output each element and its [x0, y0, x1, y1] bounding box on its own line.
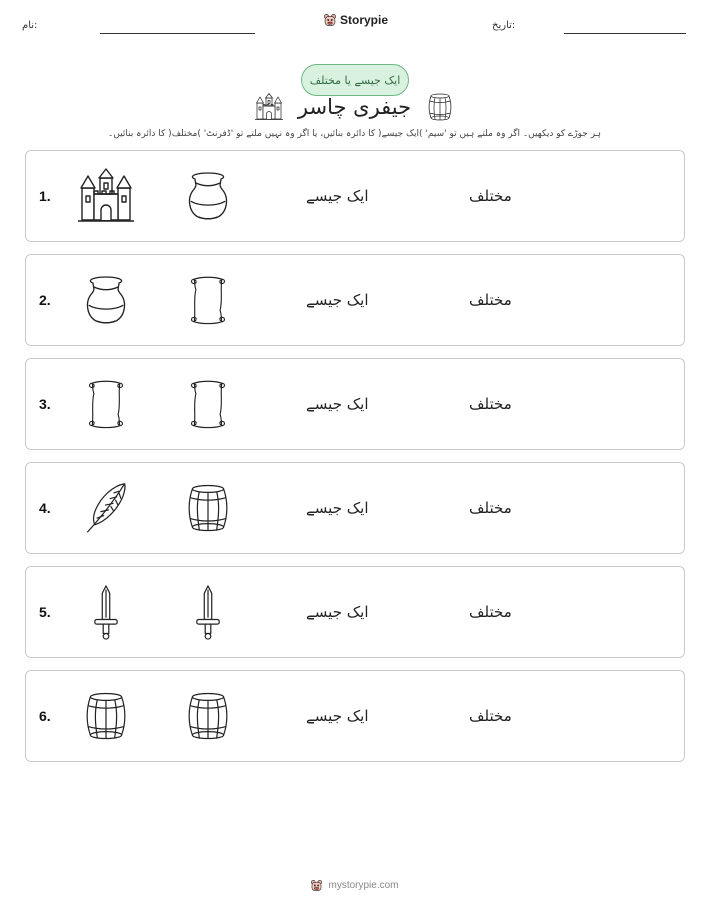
castle-icon	[76, 166, 136, 226]
row-number: 5.	[39, 604, 51, 620]
barrel-icon	[80, 688, 132, 744]
exercise-row-3	[25, 358, 685, 450]
title-row	[0, 88, 709, 126]
brand-name: Storypie	[340, 13, 389, 27]
topic-badge-text: ایک جیسے یا مختلف	[309, 73, 401, 87]
same-option[interactable]: ایک جیسے	[306, 603, 369, 621]
same-option[interactable]: ایک جیسے	[306, 707, 369, 725]
pot-icon	[80, 274, 132, 326]
footer	[0, 879, 709, 892]
row-number: 3.	[39, 396, 51, 412]
name-label: نام:	[22, 20, 38, 31]
storypie-logo-icon	[323, 13, 337, 27]
date-line[interactable]	[564, 33, 686, 34]
exercise-row-2	[25, 254, 685, 346]
different-option[interactable]: مختلف	[469, 187, 512, 205]
different-option[interactable]: مختلف	[469, 499, 512, 517]
barrel-icon	[182, 688, 234, 744]
exercise-row-1	[25, 150, 685, 242]
pot-icon	[182, 170, 234, 222]
name-line[interactable]	[100, 33, 255, 34]
instructions: ہر جوڑے کو دیکھیں۔ اگر وہ ملتے ہیں تو 'سیم' )ایک جیسے( کا دائرہ بنائیں، یا اگر وہ نہیں ملتے تو 'ڈفرنٹ' )مختلف( کا دائرہ بنائیں۔	[108, 129, 601, 139]
different-option[interactable]: مختلف	[469, 395, 512, 413]
castle-icon	[254, 92, 284, 122]
row-number: 2.	[39, 292, 51, 308]
scroll-icon	[182, 272, 234, 328]
row-number: 1.	[39, 188, 51, 204]
feather-icon	[78, 478, 134, 538]
brand-logo	[323, 13, 388, 27]
barrel-icon	[182, 480, 234, 536]
date-label: تاریخ:	[492, 20, 516, 31]
scroll-icon	[80, 376, 132, 432]
same-option[interactable]: ایک جیسے	[306, 499, 369, 517]
row-number: 4.	[39, 500, 51, 516]
different-option[interactable]: مختلف	[469, 291, 512, 309]
exercise-row-6	[25, 670, 685, 762]
different-option[interactable]: مختلف	[469, 707, 512, 725]
storypie-logo-icon	[310, 879, 323, 892]
page-title: جیفری چاسر	[297, 95, 412, 119]
scroll-icon	[182, 376, 234, 432]
sword-icon	[78, 583, 134, 641]
exercise-row-5	[25, 566, 685, 658]
different-option[interactable]: مختلف	[469, 603, 512, 621]
exercise-row-4	[25, 462, 685, 554]
same-option[interactable]: ایک جیسے	[306, 291, 369, 309]
footer-url[interactable]: mystorypie.com	[328, 880, 399, 891]
same-option[interactable]: ایک جیسے	[306, 187, 369, 205]
row-number: 6.	[39, 708, 51, 724]
same-option[interactable]: ایک جیسے	[306, 395, 369, 413]
barrel-icon	[425, 92, 455, 122]
sword-icon	[180, 583, 236, 641]
